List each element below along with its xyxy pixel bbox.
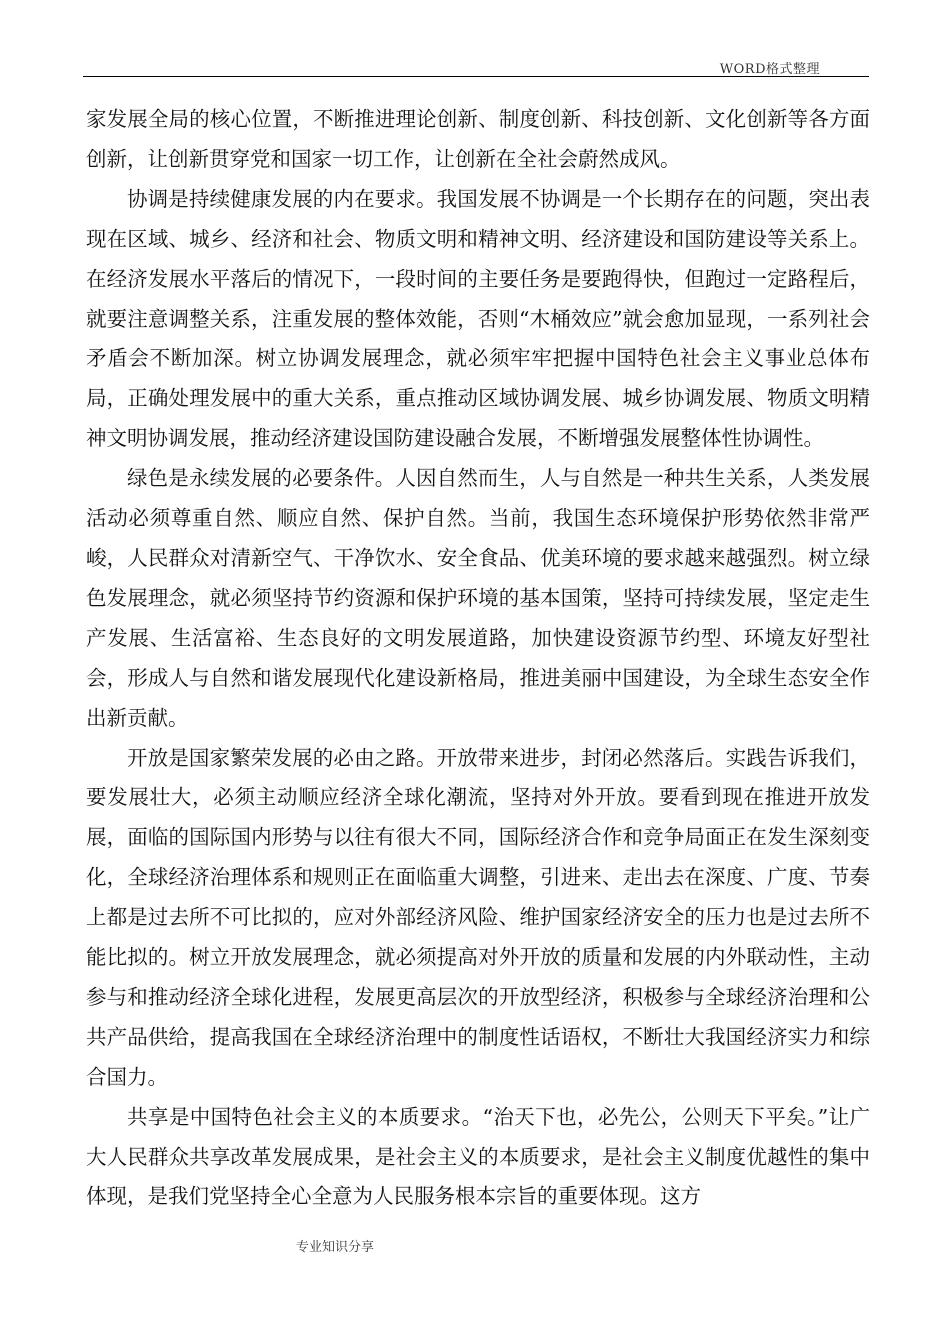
page-header-label: WORD格式整理 <box>719 62 820 77</box>
page-footer-label: 专业知识分享 <box>296 1240 375 1255</box>
paragraph-innovation-continued: 家发展全局的核心位置，不断推进理论创新、制度创新、科技创新、文化创新等各方面创新，让创新贯穿党和国家一切工作，让创新在全社会蔚然成风。 <box>86 107 870 171</box>
document-body <box>86 100 870 1217</box>
paragraph-green: 绿色是永续发展的必要条件。人因自然而生，人与自然是一种共生关系，人类发展活动必须尊重自然、顺应自然、保护自然。当前，我国生态环境保护形势依然非常严峻，人民群众对清新空气、干净饮水、安全食品、优美环境的要求越来越强烈。树立绿色发展理念，就必须坚持节约资源和保护环境的基本国策，坚持可持续发展，坚定走生产发展、生活富裕、生态良好的文明发展道路，加快建设资源节约型、环境友好型社会，形成人与自然和谐发展现代化建设新格局，推进美丽中国建设，为全球生态安全作出新贡献。 <box>86 466 870 730</box>
paragraph-coordination: 协调是持续健康发展的内在要求。我国发展不协调是一个长期存在的问题，突出表现在区域、城乡、经济和社会、物质文明和精神文明、经济建设和国防建设等关系上。在经济发展水平落后的情况下，一段时间的主要任务是要跑得快，但跑过一定路程后，就要注意调整关系，注重发展的整体效能，否则“木桶效应”就会愈加显现，一系列社会矛盾会不断加深。树立协调发展理念，就必须牢牢把握中国特色社会主义事业总体布局，正确处理发展中的重大关系，重点推动区域协调发展、城乡协调发展、物质文明精神文明协调发展，推动经济建设国防建设融合发展，不断增强发展整体性协调性。 <box>86 186 870 451</box>
header-divider <box>83 76 869 77</box>
paragraph-sharing: 共享是中国特色社会主义的本质要求。“治天下也，必先公，公则天下平矣。”让广大人民群众共享改革发展成果，是社会主义的本质要求，是社会主义制度优越性的集中体现，是我们党坚持全心全意为人民服务根本宗旨的重要体现。这方 <box>86 1104 870 1209</box>
paragraph-openness: 开放是国家繁荣发展的必由之路。开放带来进步，封闭必然落后。实践告诉我们，要发展壮大，必须主动顺应经济全球化潮流，坚持对外开放。要看到现在推进开放发展，面临的国际国内形势与以往有很大不同，国际经济合作和竞争局面正在发生深刻变化，全球经济治理体系和规则正在面临重大调整，引进来、走出去在深度、广度、节奏上都是过去所不可比拟的，应对外部经济风险、维护国家经济安全的压力也是过去所不能比拟的。树立开放发展理念，就必须提高对外开放的质量和发展的内外联动性，主动参与和推动经济全球化进程，发展更高层次的开放型经济，积极参与全球经济治理和公共产品供给，提高我国在全球经济治理中的制度性话语权，不断壮大我国经济实力和综合国力。 <box>86 745 870 1089</box>
